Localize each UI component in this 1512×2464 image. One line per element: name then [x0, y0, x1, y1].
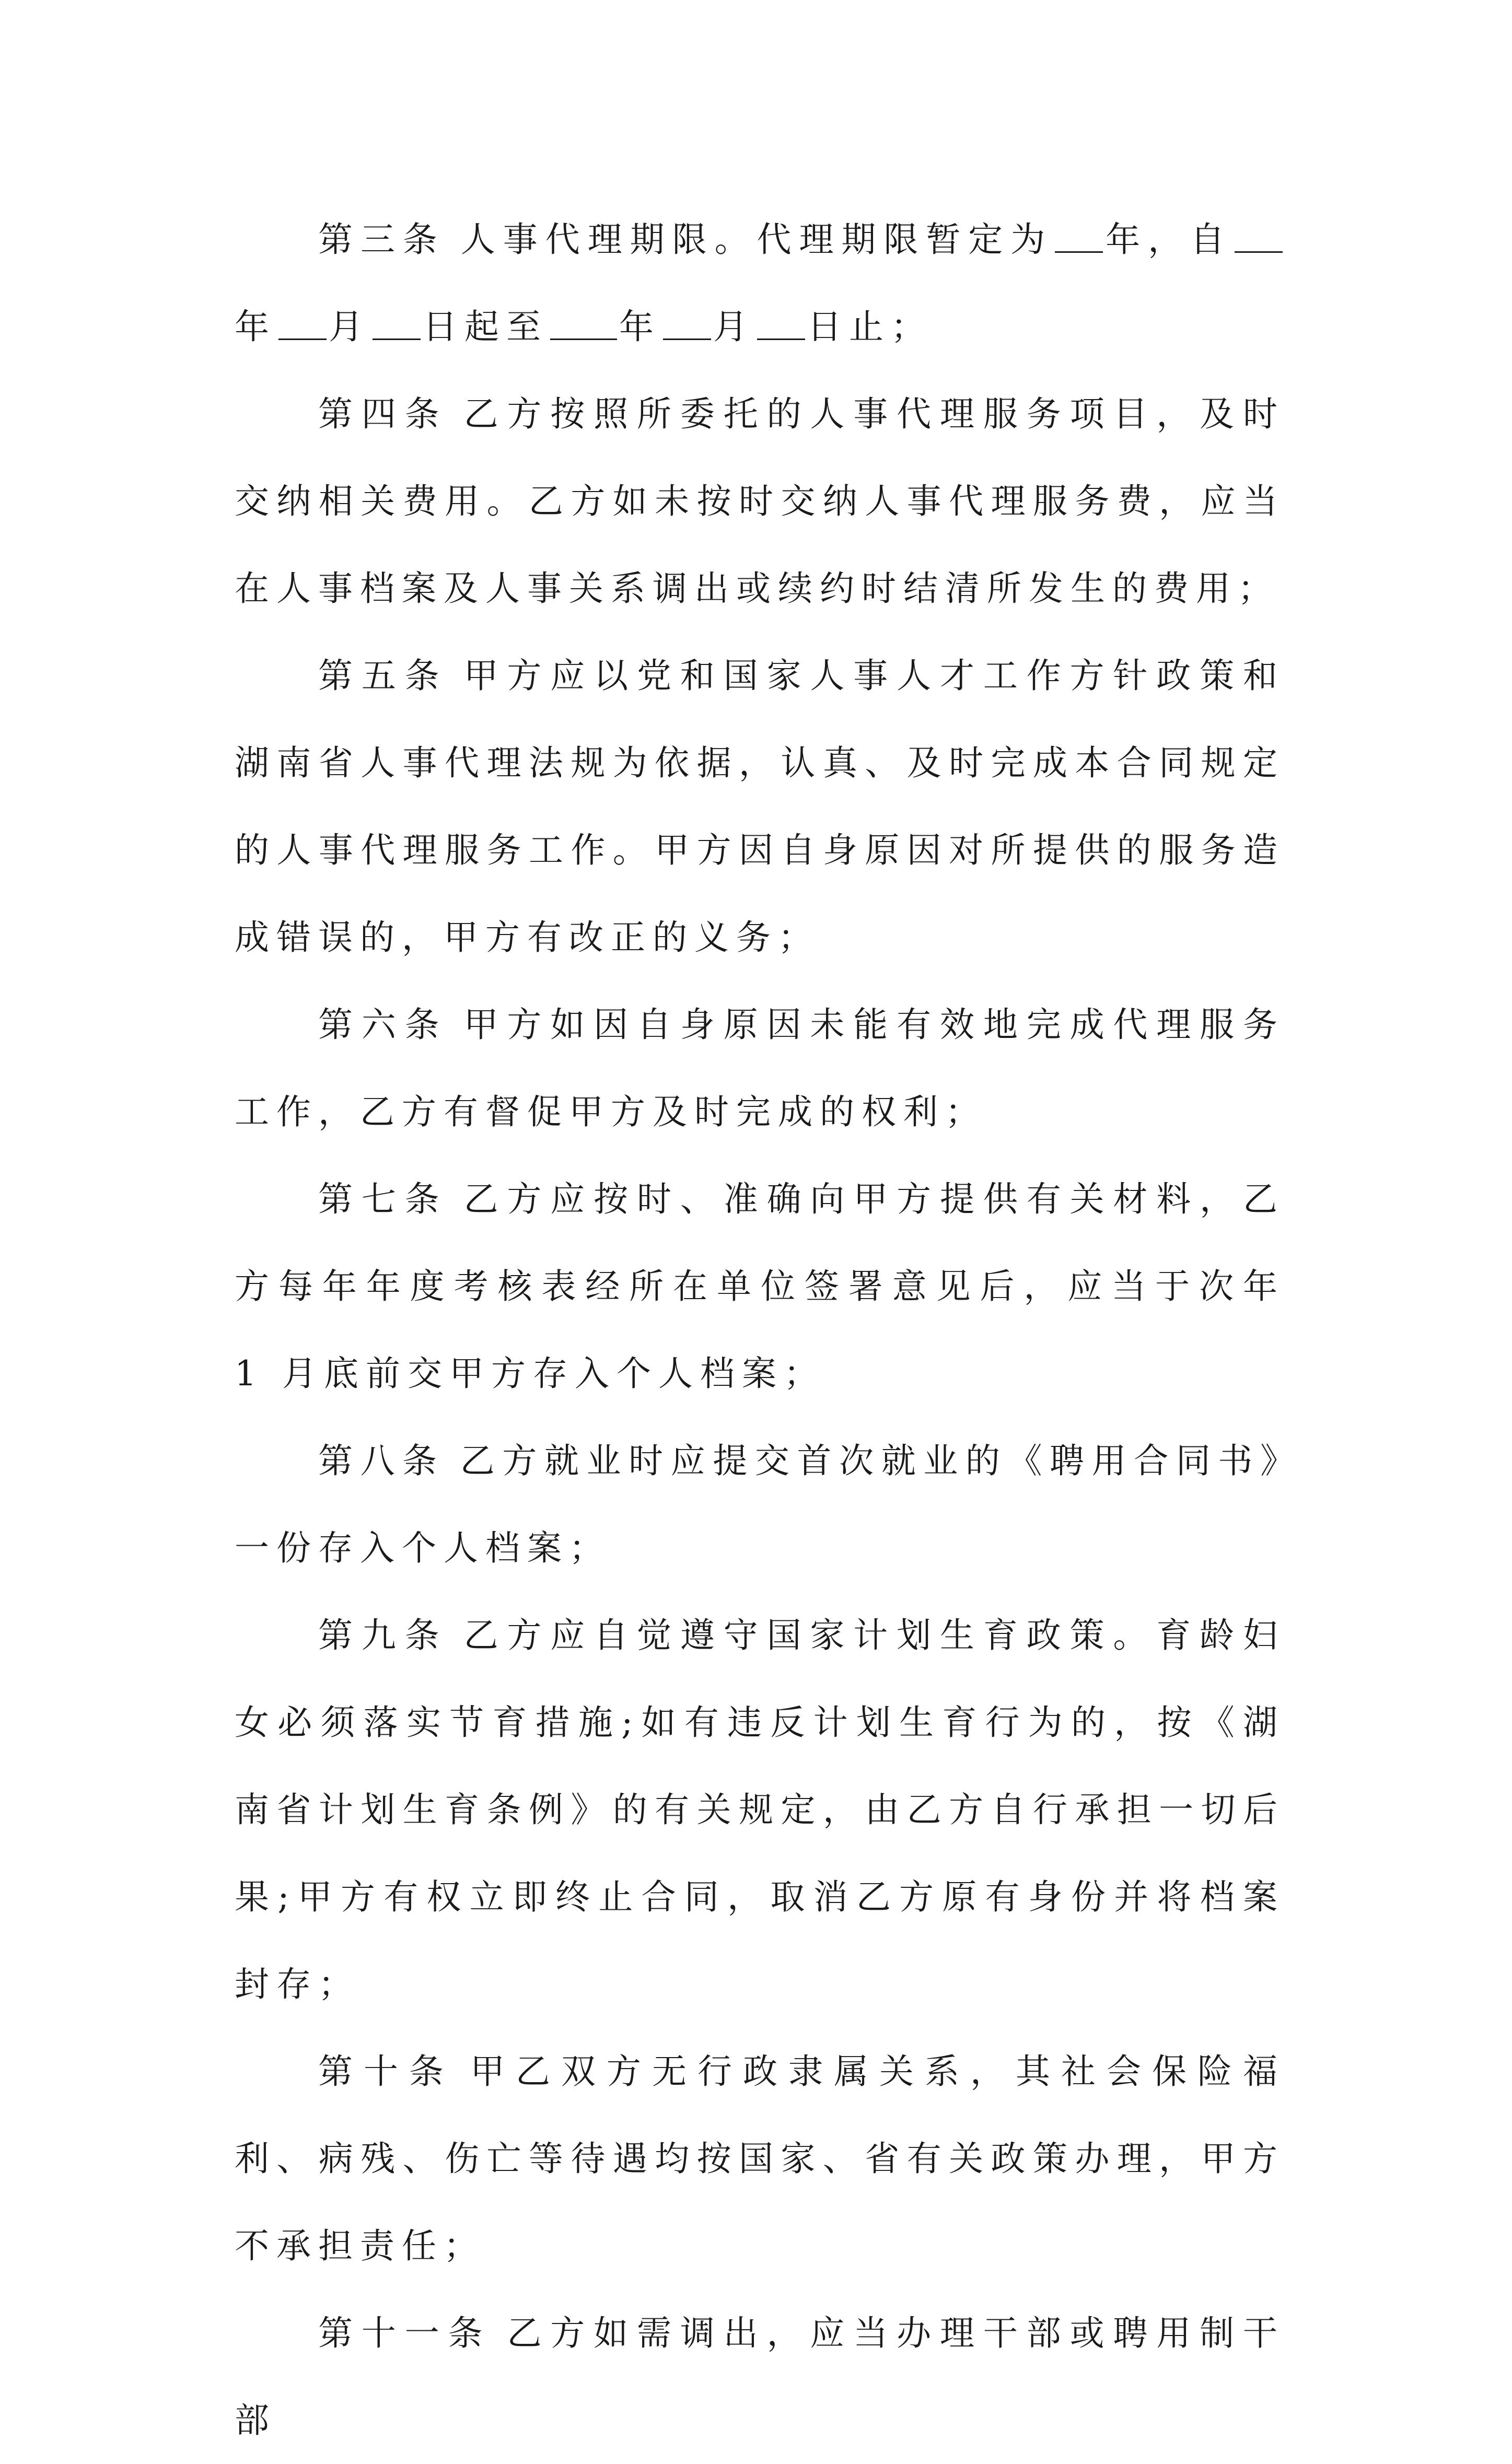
- article-text: 甲方应以党和国家人事人才工作方针政策和湖南省人事代理法规为依据，认真、及时完成本合同规定的人事代理服务工作。甲方因自身原因对所提供的服务造成错误的，甲方有改正的义务；: [235, 656, 1285, 957]
- article-text: 日起至: [423, 307, 548, 347]
- article-text: 月: [329, 307, 370, 347]
- blank-end-month[interactable]: [663, 308, 711, 340]
- article-text: 人事代理期限。代理期限暂定为: [460, 219, 1053, 260]
- article-6: [235, 981, 1285, 1155]
- article-3: [235, 196, 1285, 370]
- article-text: 年: [619, 307, 661, 347]
- blank-end-day[interactable]: [757, 308, 805, 340]
- article-heading: 第九条: [318, 1615, 448, 1655]
- article-5: [235, 632, 1285, 981]
- article-text: 乙方就业时应提交首次就业的《聘用合同书》一份存入个人档案；: [235, 1441, 1285, 1568]
- article-7: [235, 1155, 1285, 1417]
- article-heading: 第八条: [318, 1441, 445, 1481]
- article-text: 乙方应自觉遵守国家计划生育政策。育龄妇女必须落实节育措施;如有违反计划生育行为的，按《湖南省计划生育条例》的有关规定，由乙方自行承担一切后果;甲方有权立即终止合同，取消乙方原有身份并将档案封存；: [235, 1615, 1285, 2004]
- blank-start-year[interactable]: [1235, 220, 1283, 253]
- blank-start-month[interactable]: [278, 308, 327, 340]
- article-heading: 第十条: [318, 2051, 455, 2092]
- blank-end-year[interactable]: [550, 308, 617, 340]
- blank-start-day[interactable]: [373, 308, 421, 340]
- blank-years[interactable]: [1055, 220, 1103, 253]
- article-11: [235, 2290, 1285, 2464]
- article-text: 甲方如因自身原因未能有效地完成代理服务工作，乙方有督促甲方及时完成的权利；: [235, 1005, 1285, 1132]
- article-8: [235, 1417, 1285, 1592]
- article-4: [235, 370, 1285, 632]
- article-heading: 第六条: [318, 1005, 448, 1045]
- article-text: 年: [235, 307, 276, 347]
- article-text: 年，自: [1105, 219, 1233, 260]
- article-heading: 第四条: [318, 394, 448, 434]
- article-text: 日止；: [807, 307, 933, 347]
- article-text: 甲乙双方无行政隶属关系，其社会保险福利、病残、伤亡等待遇均按国家、省有关政策办理，甲方不承担责任；: [235, 2051, 1285, 2266]
- article-heading: 第五条: [318, 656, 448, 696]
- article-heading: 第三条: [318, 219, 445, 260]
- article-heading: 第七条: [318, 1179, 448, 1219]
- article-text: 月: [713, 307, 755, 347]
- article-text: 乙方按照所委托的人事代理服务项目，及时交纳相关费用。乙方如未按时交纳人事代理服务费，应当在人事档案及人事关系调出或续约时结清所发生的费用；: [235, 394, 1285, 609]
- article-heading: 第十一条: [318, 2313, 492, 2353]
- contract-body: [235, 196, 1285, 2464]
- article-9: [235, 1592, 1285, 2028]
- article-text: 乙方如需调出，应当办理干部或聘用制干部: [235, 2313, 1285, 2440]
- article-text: 乙方应按时、准确向甲方提供有关材料，乙方每年年度考核表经所在单位签署意见后，应当于次年 1 月底前交甲方存入个人档案；: [235, 1179, 1285, 1394]
- article-10: [235, 2028, 1285, 2290]
